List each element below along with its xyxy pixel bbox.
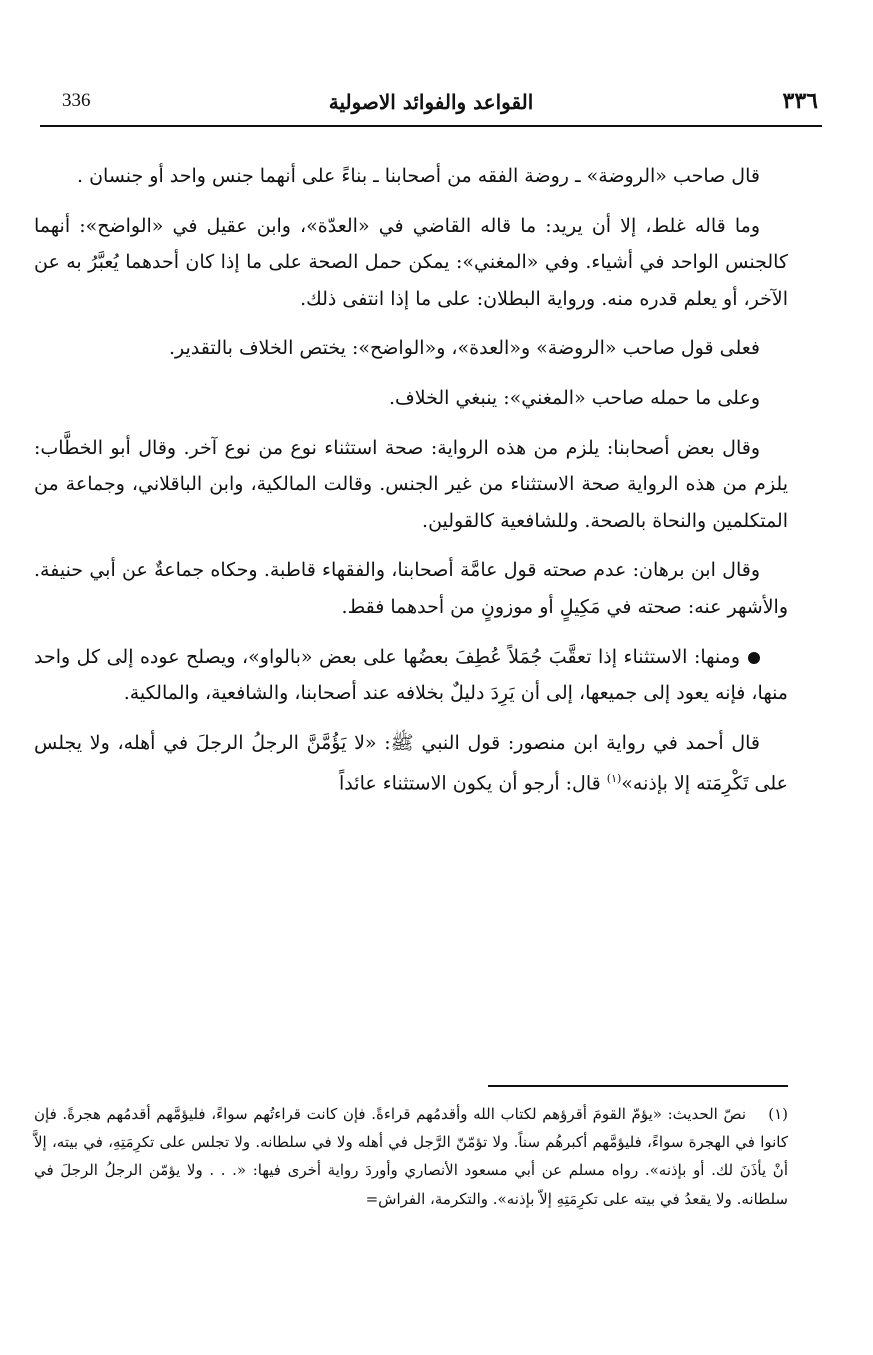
paragraph: وعلى ما حمله صاحب «المغني»: ينبغي الخلاف. [389, 386, 760, 409]
paragraph-bulleted [34, 639, 788, 712]
footnote-rule [488, 1085, 788, 1087]
main-text [34, 158, 788, 815]
footnote-marker: (١) [606, 772, 622, 786]
running-title: القواعد والفوائد الاصولية [328, 90, 534, 114]
paragraph-text: قال: أرجو أن يكون الاستثناء عائداً [339, 772, 607, 795]
footnote-text: نصّ الحديث: «يؤمّ القومَ أقرؤهم لكتاب الله وأقدمُهم قراءةً. فإن كانت قراءتُهم سواءً، فليؤمَّهم أقدمُهم هجرةً. فإن كانوا في الهجرة سواءً، فليؤمَّهم أكبرهُم سناً. ولا تؤمّنّ الرَّجل في أهله ولا في سلطانه. ولا تجلس على تكرِمَتِهِ، في بيته، إلاَّ أنْ يأذَنَ لك. أو بإذنه». رواه مسلم عن أبي مسعود الأنصاري وأوردَ رواية أخرى فيها: «. . . ولا يؤمّن الرجلُ الرجلَ في سلطانه. ولا يقعدُ في بيته على تكرِمَتِهِ إلاّ بإذنه». والتكرمة، الفراش= [34, 1105, 788, 1208]
footnote [34, 1100, 788, 1213]
footnote-number: (١) [768, 1105, 788, 1123]
paragraph: وما قاله غلط، إلا أن يريد: ما قاله القاضي في «العدّة»، وابن عقيل في «الواضح»: أنهما كالجنس الواحد في أشياء. وفي «المغني»: يمكن حمل الصحة على ما إذا كان أحدهما يُعبَّرُ به عن الآخر، أو يعلم قدره منه. ورواية البطلان: على ما إذا انتفى ذلك. [34, 214, 788, 310]
paragraph-text: قال أحمد في رواية ابن منصور: قول النبي ﷺ: «لا يَؤُمَّنَّ الرجلُ الرجلَ في أهله، ولا يجلس على تَكْرِمَته إلا بإذنه» [34, 731, 788, 795]
page-number-arabic: ٣٣٦ [782, 88, 818, 114]
paragraph-text: ومنها: الاستثناء إذا تعقَّبَ جُمَلاً عُطِفَ بعضُها على بعض «بالواو»، ويصلح عوده إلى كل واحد منها، فإنه يعود إلى جميعها، إلى أن يَرِدَ دليلٌ بخلافه عند أصحابنا، والشافعية، والمالكية. [34, 645, 788, 705]
page-number-latin: 336 [62, 90, 91, 111]
paragraph: وقال ابن برهان: عدم صحته قول عامَّة أصحابنا، والفقهاء قاطبة. وحكاه جماعةٌ عن أبي حنيفة. والأشهر عنه: صحته في مَكِيلٍ أو موزونٍ من أحدهما فقط. [34, 559, 788, 618]
paragraph [34, 725, 788, 803]
bullet-icon [748, 652, 760, 664]
paragraph: فعلى قول صاحب «الروضة» و«العدة»، و«الواضح»: يختص الخلاف بالتقدير. [168, 337, 760, 360]
paragraph: قال صاحب «الروضة» ـ روضة الفقه من أصحابنا ـ بناءً على أنهما جنس واحد أو جنسان . [77, 165, 760, 187]
running-header [40, 88, 822, 120]
paragraph: وقال بعض أصحابنا: يلزم من هذه الرواية: صحة استثناء نوع من نوع آخر. وقال أبو الخطَّاب: يلزم من هذه الرواية صحة الاستثناء من غير الجنس. وقالت المالكية، وابن الباقلاني، وجماعة من المتكلمين والنحاة بالصحة. وللشافعية كالقولين. [34, 436, 788, 532]
header-rule [40, 125, 822, 127]
